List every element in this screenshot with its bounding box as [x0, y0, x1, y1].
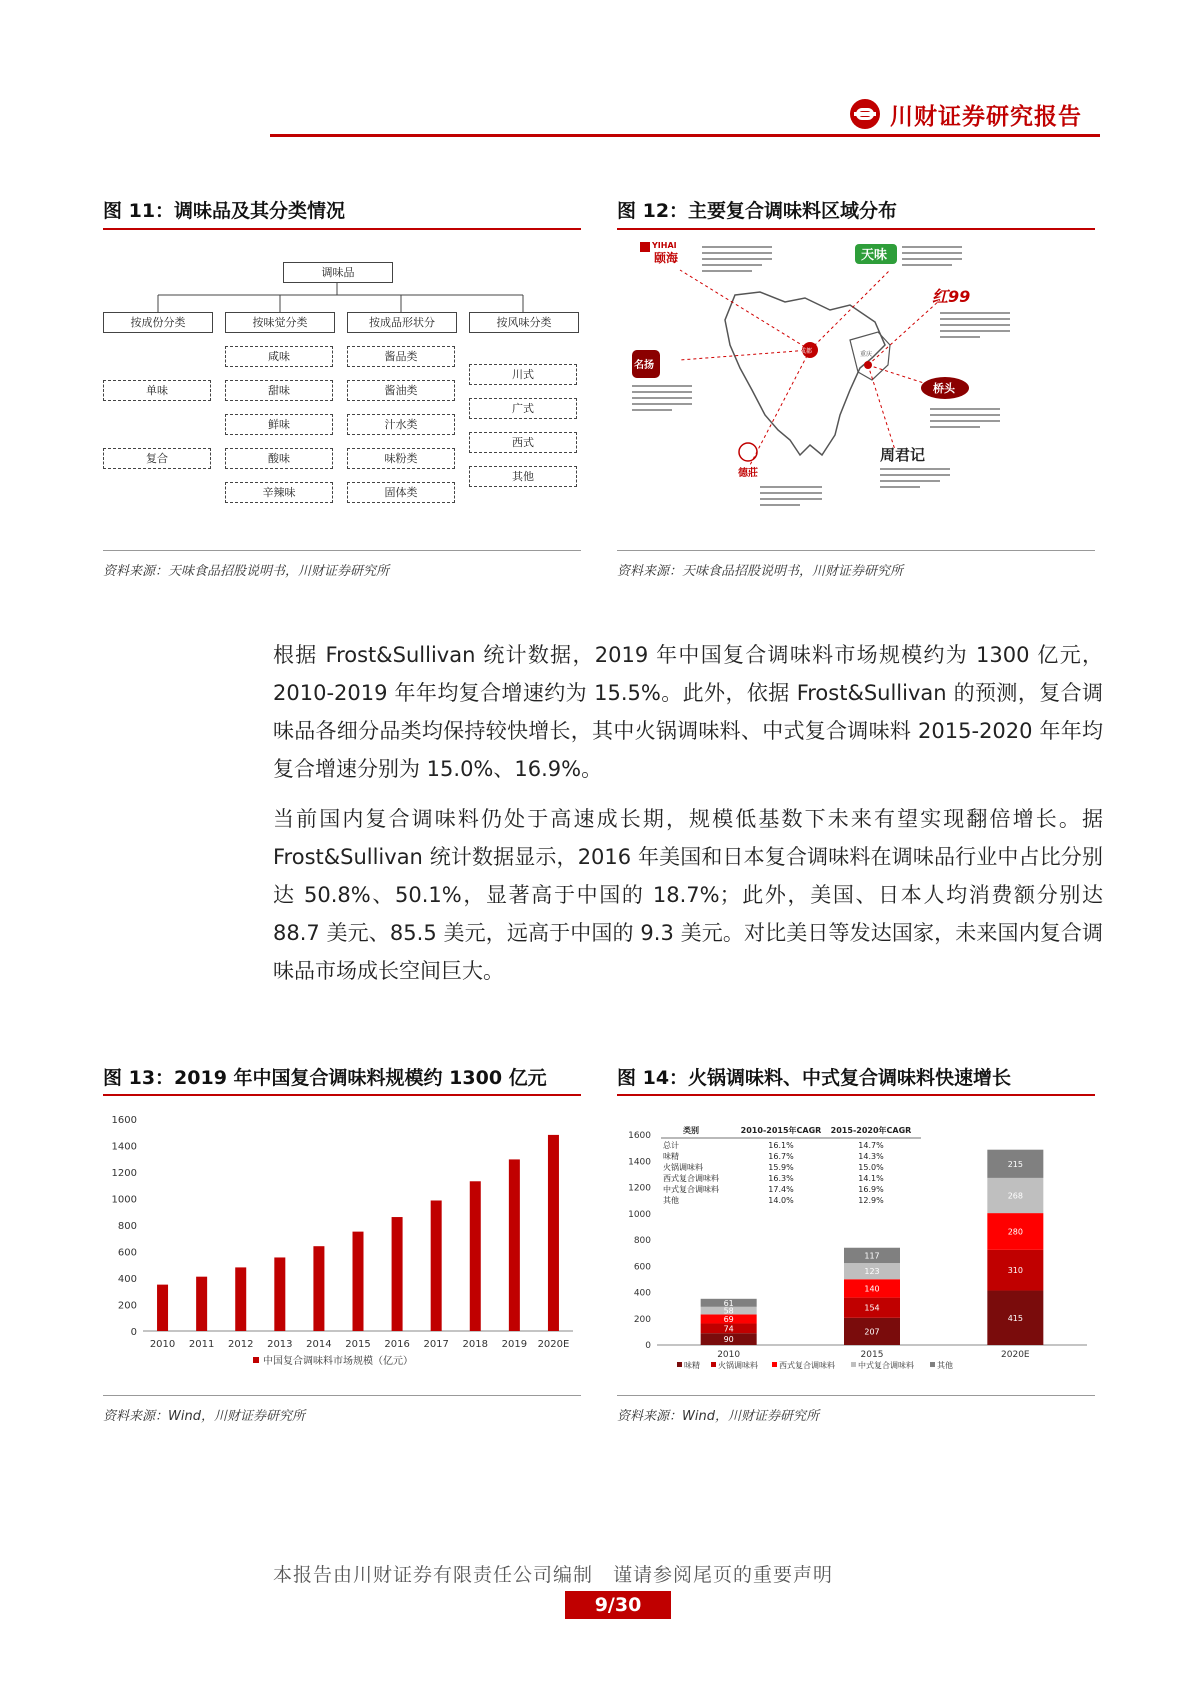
tree-node: 汁水类 [347, 414, 455, 435]
brand-description-lines [632, 246, 1010, 506]
cagr-table-cell: 其他 [663, 1196, 679, 1205]
data-label: 58 [723, 1306, 734, 1316]
fig11-rule [103, 228, 581, 230]
data-label: 117 [864, 1251, 880, 1261]
header-rule [270, 134, 1100, 137]
cagr-table-cell: 西式复合调味料 [663, 1174, 719, 1183]
legend-swatch [677, 1362, 682, 1367]
x-tick-label: 2020E [1001, 1350, 1030, 1360]
page-number: 9/30 [565, 1591, 671, 1619]
tree-category: 按成品形状分 [347, 312, 457, 333]
legend-label: 西式复合调味料 [779, 1361, 835, 1370]
data-label: 61 [723, 1298, 734, 1308]
cagr-table-header: 2015-2020年CAGR [830, 1126, 912, 1135]
y-tick-label: 0 [645, 1341, 651, 1351]
sichuan-map [634, 240, 1080, 540]
cagr-table-cell: 16.3% [768, 1174, 794, 1183]
cagr-table-cell: 15.9% [768, 1163, 794, 1172]
qiaotou-brand: 桥头 [933, 382, 955, 395]
x-tick-label: 2020E [537, 1339, 570, 1350]
tree-node: 酱油类 [347, 380, 455, 401]
tree-node: 咸味 [225, 346, 333, 367]
legend-swatch [930, 1362, 935, 1367]
data-label: 140 [864, 1284, 880, 1294]
x-tick-label: 2010 [717, 1350, 741, 1360]
y-tick-label: 1200 [111, 1168, 137, 1179]
fig13-rule [103, 1094, 581, 1096]
body-paragraph-1: 根据 Frost&Sullivan 统计数据，2019 年中国复合调味料市场规模约为 1300 亿元，2010-2019 年年均复合增速约为 15.5%。此外，依据 Frost&Sullivan 的预测，复合调味品各细分品类均保持较快增长，其中火锅调味料、中式复合调味料 2015-2020 年年均复合增速分别为 15.0%、16.9%。 [273, 643, 1103, 781]
data-label: 90 [723, 1335, 734, 1345]
tree-node: 广式 [469, 398, 577, 419]
y-tick-label: 800 [633, 1236, 651, 1246]
x-tick-label: 2013 [267, 1339, 293, 1350]
bar-market-size [509, 1159, 520, 1331]
legend-label: 味精 [684, 1361, 700, 1370]
legend-swatch [772, 1362, 777, 1367]
fig12-map [634, 240, 1080, 540]
y-tick-label: 1200 [628, 1183, 651, 1194]
data-label: 207 [864, 1327, 880, 1337]
data-label: 280 [1007, 1227, 1023, 1237]
cagr-table-header: 2010-2015年CAGR [740, 1126, 822, 1135]
tree-node: 酸味 [225, 448, 333, 469]
data-label: 215 [1007, 1159, 1023, 1169]
tree-node: 味粉类 [347, 448, 455, 469]
cagr-table-cell: 14.3% [858, 1152, 884, 1161]
tianwei-brand: 天味 [861, 248, 888, 263]
fig14-source: 资料来源：Wind，川财证券研究所 [617, 1409, 819, 1424]
y-tick-label: 1600 [628, 1131, 651, 1141]
cagr-table-cell: 总计 [663, 1141, 679, 1150]
x-tick-label: 2011 [188, 1339, 215, 1350]
bar-market-size [353, 1232, 364, 1331]
data-label: 415 [1007, 1313, 1023, 1323]
cagr-table-cell: 14.0% [768, 1196, 794, 1205]
tree-category: 按成份分类 [103, 312, 213, 333]
yihai-en: YIHAI [652, 241, 677, 250]
cagr-table-cell: 16.9% [858, 1185, 884, 1194]
x-tick-label: 2015 [860, 1350, 884, 1360]
tree-node: 复合 [103, 448, 211, 469]
bar-market-size [235, 1267, 246, 1331]
tree-node: 固体类 [347, 482, 455, 503]
body-paragraph-2: 当前国内复合调味料仍处于高速成长期，规模低基数下未来有望实现翻倍增长。据 Frost&Sullivan 统计数据显示，2016 年美国和日本复合调味料在调味品行业中占比分别达 50.8%、50.1%，显著高于中国的 18.7%；此外，美国、日本人均消费额分别达 88.7 美元、85.5 美元，远高于中国的 9.3 美元。对比美日等发达国家，未来国内复合调味品市场成长空间巨大。 [273, 807, 1103, 983]
bar-market-size [548, 1135, 559, 1331]
brand-logo-icon [850, 99, 880, 129]
data-label: 123 [864, 1267, 880, 1277]
chongqing-marker [864, 361, 872, 369]
data-label: 154 [864, 1303, 880, 1313]
tree-node: 川式 [469, 364, 577, 385]
legend-label: 中国复合调味料市场规模（亿元） [263, 1356, 413, 1367]
fig11-tree [103, 240, 581, 540]
fig11-source: 资料来源：天味食品招股说明书，川财证券研究所 [103, 564, 390, 579]
zhoujunji-brand: 周君记 [880, 446, 926, 464]
legend-label: 其他 [937, 1361, 953, 1370]
chongqing-label: 重庆 [860, 351, 873, 358]
legend-swatch [851, 1362, 856, 1367]
chengdu-label: 成都 [800, 348, 813, 355]
fig14-rule [617, 1094, 1095, 1096]
tree-node: 单味 [103, 380, 211, 401]
legend-label: 火锅调味料 [718, 1361, 758, 1370]
x-tick-label: 2017 [423, 1339, 449, 1350]
bar-market-size [157, 1285, 168, 1331]
y-tick-label: 1000 [111, 1194, 137, 1206]
x-tick-label: 2010 [149, 1339, 176, 1350]
cagr-table-cell: 16.7% [768, 1152, 794, 1161]
fig13-bottom-rule [103, 1395, 581, 1396]
fig14-chart [617, 1105, 1095, 1380]
legend-swatch [253, 1357, 259, 1363]
bar-market-size [313, 1246, 324, 1331]
dezhuang-logo-icon [739, 443, 757, 461]
fig12-rule [617, 228, 1095, 230]
cagr-table-header: 类别 [683, 1126, 699, 1135]
tree-node: 酱品类 [347, 346, 455, 367]
cagr-table-cell: 味精 [663, 1152, 679, 1161]
bar-market-size [392, 1217, 403, 1331]
x-tick-label: 2012 [228, 1339, 254, 1350]
y-tick-label: 400 [633, 1288, 651, 1299]
tree-category: 按风味分类 [469, 312, 579, 333]
fig14-title: 图 14：火锅调味料、中式复合调味料快速增长 [617, 1067, 1012, 1089]
legend-swatch [711, 1362, 716, 1367]
x-tick-label: 2016 [384, 1339, 410, 1350]
bar-market-size [470, 1181, 481, 1331]
cagr-table-cell: 14.1% [858, 1174, 884, 1183]
x-tick-label: 2019 [501, 1339, 528, 1350]
y-tick-label: 200 [633, 1314, 651, 1325]
fig13-title: 图 13：2019 年中国复合调味料规模约 1300 亿元 [103, 1067, 547, 1089]
data-label: 69 [723, 1314, 734, 1324]
yihai-brand: 颐海 [654, 251, 679, 265]
y-tick-label: 400 [117, 1274, 137, 1285]
fig13-source: 资料来源：Wind，川财证券研究所 [103, 1409, 305, 1424]
y-tick-label: 1400 [628, 1157, 651, 1168]
fig12-title: 图 12：主要复合调味料区域分布 [617, 200, 898, 222]
tree-node: 甜味 [225, 380, 333, 401]
tree-node: 鲜味 [225, 414, 333, 435]
cagr-table-cell: 16.1% [768, 1141, 794, 1150]
fig14-bottom-rule [617, 1395, 1095, 1396]
y-tick-label: 600 [117, 1247, 137, 1259]
tree-node: 其他 [469, 466, 577, 487]
cagr-table-cell: 15.0% [858, 1163, 884, 1172]
data-label: 268 [1007, 1191, 1023, 1201]
tree-node: 辛辣味 [225, 482, 333, 503]
y-tick-label: 1600 [111, 1115, 137, 1126]
y-tick-label: 1000 [628, 1209, 651, 1220]
fig12-bottom-rule [617, 550, 1095, 551]
y-tick-label: 1400 [111, 1141, 137, 1153]
hongjiujiu-brand: 红99 [932, 287, 971, 306]
cagr-table-cell: 14.7% [858, 1141, 884, 1150]
dezhuang-brand: 德莊 [738, 468, 758, 479]
fig11-bottom-rule [103, 550, 581, 551]
bar-market-size [431, 1200, 442, 1331]
data-label: 310 [1007, 1266, 1023, 1276]
footer-disclaimer: 本报告由川财证券有限责任公司编制 谨请参阅尾页的重要声明 [273, 1564, 834, 1586]
x-tick-label: 2014 [306, 1339, 332, 1350]
tree-node: 西式 [469, 432, 577, 453]
cagr-table-cell: 火锅调味料 [663, 1163, 703, 1172]
y-tick-label: 800 [117, 1221, 137, 1232]
y-tick-label: 600 [633, 1262, 651, 1273]
fig11-title: 图 11：调味品及其分类情况 [103, 200, 346, 222]
yihai-logo-icon [640, 242, 650, 252]
tree-category: 按味觉分类 [225, 312, 335, 333]
cagr-table-cell: 12.9% [858, 1196, 884, 1205]
data-label: 74 [723, 1324, 734, 1334]
y-tick-label: 0 [130, 1327, 137, 1338]
y-tick-label: 200 [117, 1300, 137, 1312]
x-tick-label: 2018 [462, 1339, 488, 1350]
mingyang-brand: 名扬 [634, 360, 654, 371]
fig13-chart [103, 1105, 581, 1380]
cagr-table-cell: 中式复合调味料 [663, 1185, 719, 1194]
x-tick-label: 2015 [345, 1339, 371, 1350]
cagr-table-cell: 17.4% [768, 1185, 794, 1194]
legend-label: 中式复合调味料 [858, 1361, 914, 1370]
bar-market-size [274, 1257, 285, 1331]
bar-market-size [196, 1277, 207, 1331]
brand-header [850, 96, 1082, 132]
brand-name: 川财证券研究报告 [890, 103, 1082, 130]
tree-root: 调味品 [283, 262, 393, 283]
fig12-source: 资料来源：天味食品招股说明书，川财证券研究所 [617, 564, 904, 579]
